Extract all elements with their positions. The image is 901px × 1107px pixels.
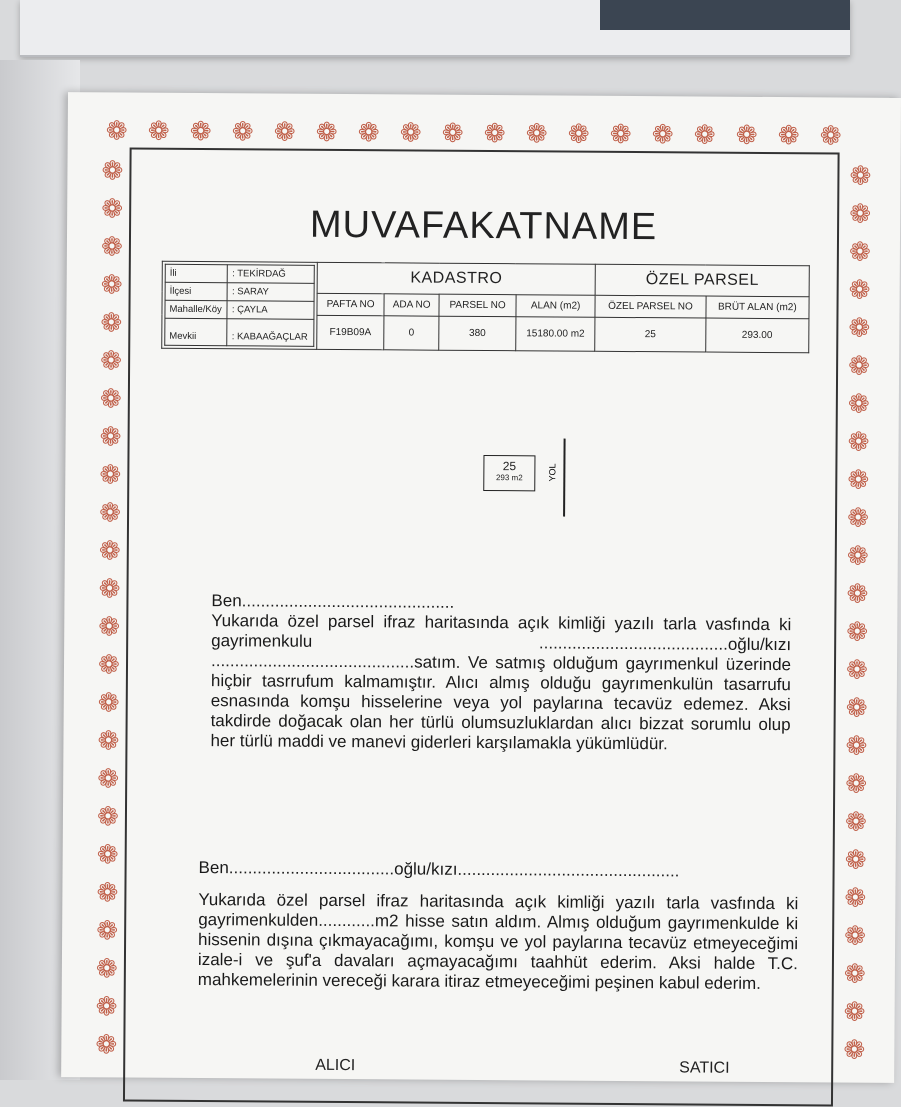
ornament-icon: ❁ — [100, 346, 123, 377]
ornament-icon: ❁ — [98, 574, 121, 605]
ornament-icon: ❁ — [95, 1030, 118, 1061]
ornament-icon: ❁ — [100, 232, 123, 263]
sketch-parcel-area: 293 m2 — [495, 473, 523, 483]
ornament-icon: ❁ — [848, 313, 871, 344]
ornament-icon: ❁ — [100, 308, 123, 339]
ornament-icon: ❁ — [651, 120, 674, 151]
ornament-icon: ❁ — [843, 1035, 866, 1066]
ornament-icon: ❁ — [848, 237, 871, 268]
buyer-signature-label: ALICI — [315, 1056, 356, 1075]
ornament-icon: ❁ — [847, 465, 870, 496]
col-ozel-parsel-no: ÖZEL PARSEL NO — [595, 295, 705, 318]
ornament-icon: ❁ — [231, 117, 254, 148]
ornament-icon: ❁ — [777, 121, 800, 152]
il-label: İli — [165, 264, 228, 282]
ornament-icon: ❁ — [357, 118, 380, 149]
location-cell — [162, 261, 318, 349]
ornament-icon: ❁ — [98, 536, 121, 567]
ada-no-value: 0 — [384, 316, 439, 350]
mevkii-label: Mevkii — [165, 318, 228, 345]
ornament-icon: ❁ — [845, 655, 868, 686]
buyer-statement: Yukarıda özel parsel ifraz haritasında açık kimliği yazılı tarla vasfında ki gayrimenkulden............m2 hisse satın aldım. Almış olduğum gayrımenkulde ki hissenin dışına çıkmayacağımı, komşu ve yol paylarına tecavüz etmeyeceğimi izale-i ve şuf'a davaları açmayacağımı taahhüt ederim. Aksi halde T.C. mahkemelerinin vereceği karara itiraz etmeyeceğimi peşinen kabul ederim. — [197, 890, 799, 993]
ornament-icon: ❁ — [96, 802, 119, 833]
ornament-icon: ❁ — [693, 120, 716, 151]
ornament-icon: ❁ — [96, 916, 119, 947]
ornament-icon: ❁ — [441, 118, 464, 149]
ornament-icon: ❁ — [844, 807, 867, 838]
ornament-icon: ❁ — [98, 612, 121, 643]
ornament-icon: ❁ — [95, 954, 118, 985]
seller-signature-label: SATICI — [679, 1059, 730, 1077]
ornament-icon: ❁ — [848, 275, 871, 306]
mahalle-value: : ÇAYLA — [227, 301, 314, 320]
parcel-sketch — [483, 455, 535, 491]
document-title: MUVAFAKATNAME — [309, 203, 658, 249]
mevkii-value: : KABAAĞAÇLAR — [227, 319, 314, 347]
ornament-icon: ❁ — [147, 116, 170, 147]
ornament-icon: ❁ — [97, 688, 120, 719]
kadastro-header: KADASTRO — [317, 262, 596, 295]
ornament-icon: ❁ — [99, 422, 122, 453]
ornament-icon: ❁ — [399, 118, 422, 149]
background-object — [600, 0, 850, 30]
ornament-icon: ❁ — [735, 120, 758, 151]
ornament-icon: ❁ — [97, 726, 120, 757]
ornament-icon: ❁ — [95, 992, 118, 1023]
ornament-icon: ❁ — [609, 119, 632, 151]
ornament-icon: ❁ — [844, 845, 867, 876]
ornament-icon: ❁ — [105, 116, 128, 147]
ornament-icon: ❁ — [846, 579, 869, 610]
ornament-icon: ❁ — [845, 769, 868, 800]
road-label: YOL — [547, 463, 558, 482]
ornament-icon: ❁ — [100, 270, 123, 301]
seller-paragraph — [210, 591, 791, 755]
parsel-no-value: 380 — [439, 316, 516, 351]
ornament-icon: ❁ — [101, 156, 124, 187]
col-ada-no: ADA NO — [384, 294, 439, 317]
ornament-icon: ❁ — [846, 541, 869, 572]
alan-value: 15180.00 m2 — [516, 317, 596, 352]
ornament-icon: ❁ — [97, 650, 121, 681]
ornament-icon: ❁ — [844, 883, 867, 914]
ilce-label: İlçesi — [165, 282, 228, 300]
ornament-icon: ❁ — [525, 119, 548, 150]
ornament-icon: ❁ — [101, 194, 124, 225]
ornament-icon: ❁ — [847, 389, 870, 420]
sketch-parcel-no: 25 — [502, 459, 517, 474]
il-value: : TEKİRDAĞ — [228, 265, 315, 284]
ornament-icon: ❁ — [483, 118, 506, 150]
buyer-name-line: Ben...................................oğlu/kızı............................................... — [198, 858, 680, 881]
pafta-no-value: F19B09A — [317, 315, 384, 349]
ornament-icon: ❁ — [99, 384, 122, 415]
ornament-icon: ❁ — [273, 117, 296, 148]
col-brut-alan: BRÜT ALAN (m2) — [706, 296, 810, 319]
col-alan: ALAN (m2) — [516, 295, 596, 318]
ornament-icon: ❁ — [849, 199, 872, 230]
ornament-icon: ❁ — [845, 731, 868, 762]
ornament-icon: ❁ — [99, 498, 122, 529]
ornament-icon: ❁ — [844, 921, 867, 952]
ornament-icon: ❁ — [819, 121, 842, 152]
ornament-icon: ❁ — [96, 878, 119, 909]
seller-statement: Yukarıda özel parsel ifraz haritasında açık kimliği yazılı tarla vasfında ki gayrimenkulu ........................................oğlu/kızı ...........................................satım. Ve satmış olduğum gayrımenkul üzerinde hiçbir tasrrufum kalmamıştır. Alıcı almış olduğu gayrımenkulün tasarrufu esnasında komşu hisselerine veya yol paylarına tecavüz edemez. Aksi takdirde doğacak olan her türlü olumsuzluklardan alıcı bizzat sorumlu olup her türlü maddi ve manevi giderleri karşılamakla yükümlüdür. — [210, 611, 792, 754]
ornament-icon: ❁ — [846, 617, 869, 648]
ornament-icon: ❁ — [849, 161, 872, 192]
ornament-icon: ❁ — [843, 959, 866, 990]
parcel-info-table — [161, 261, 810, 354]
ilce-value: : SARAY — [227, 283, 314, 302]
col-parsel-no: PARSEL NO — [439, 294, 516, 317]
ornament-icon: ❁ — [315, 117, 338, 148]
mahalle-label: Mahalle/Köy — [165, 300, 228, 318]
ornament-icon: ❁ — [843, 997, 866, 1028]
ornament-icon: ❁ — [99, 460, 122, 491]
ornament-icon: ❁ — [847, 503, 870, 534]
brut-alan-value: 293.00 — [705, 318, 809, 353]
seller-name-line: Ben............................................. — [211, 591, 455, 612]
ornament-icon: ❁ — [189, 116, 212, 148]
ozel-parsel-header: ÖZEL PARSEL — [595, 264, 809, 296]
ornament-icon: ❁ — [845, 693, 868, 724]
document-page — [61, 92, 901, 1083]
buyer-paragraph — [198, 858, 799, 994]
ornament-icon: ❁ — [567, 119, 590, 150]
ornament-icon: ❁ — [97, 764, 120, 795]
col-pafta-no: PAFTA NO — [317, 293, 384, 316]
ornament-icon: ❁ — [847, 427, 870, 458]
right-ornament-border — [833, 157, 881, 1069]
ornament-icon: ❁ — [96, 840, 119, 871]
ornament-icon: ❁ — [848, 351, 871, 382]
ozel-parsel-no-value: 25 — [595, 317, 706, 352]
